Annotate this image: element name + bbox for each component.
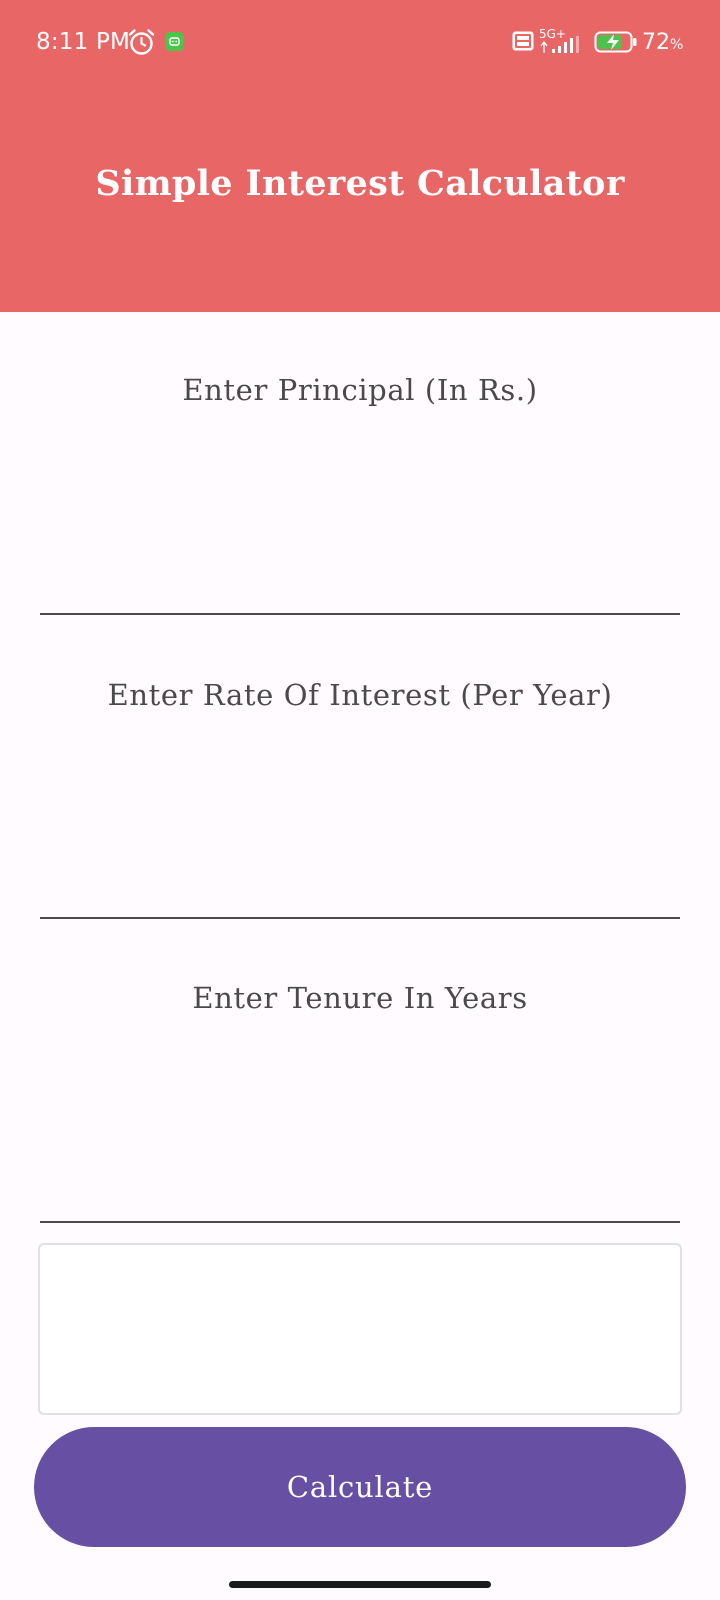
alarm-clock-icon <box>127 28 156 57</box>
app-header <box>0 0 720 312</box>
battery-charging-icon <box>594 31 638 53</box>
app-title: Simple Interest Calculator <box>95 163 625 204</box>
home-indicator[interactable] <box>229 1581 491 1588</box>
result-display <box>38 1243 682 1415</box>
tenure-label: Enter Tenure In Years <box>192 981 528 1015</box>
network-type-label: 5G+ <box>539 27 566 41</box>
volte-icon <box>512 31 534 51</box>
battery-percentage <box>642 30 683 55</box>
calculate-button[interactable]: Calculate <box>34 1427 686 1547</box>
principal-input[interactable] <box>40 445 680 615</box>
rate-input[interactable] <box>40 749 680 919</box>
rate-label: Enter Rate Of Interest (Per Year) <box>107 678 613 712</box>
tenure-input[interactable] <box>40 1053 680 1223</box>
signal-strength-icon <box>539 36 587 54</box>
status-time: 8:11 PM <box>36 29 131 55</box>
battery-percent-sign: % <box>670 37 684 53</box>
status-bar <box>0 0 720 88</box>
principal-label: Enter Principal (In Rs.) <box>182 373 538 407</box>
app-notification-icon <box>165 32 184 51</box>
battery-level: 72 <box>642 30 670 55</box>
